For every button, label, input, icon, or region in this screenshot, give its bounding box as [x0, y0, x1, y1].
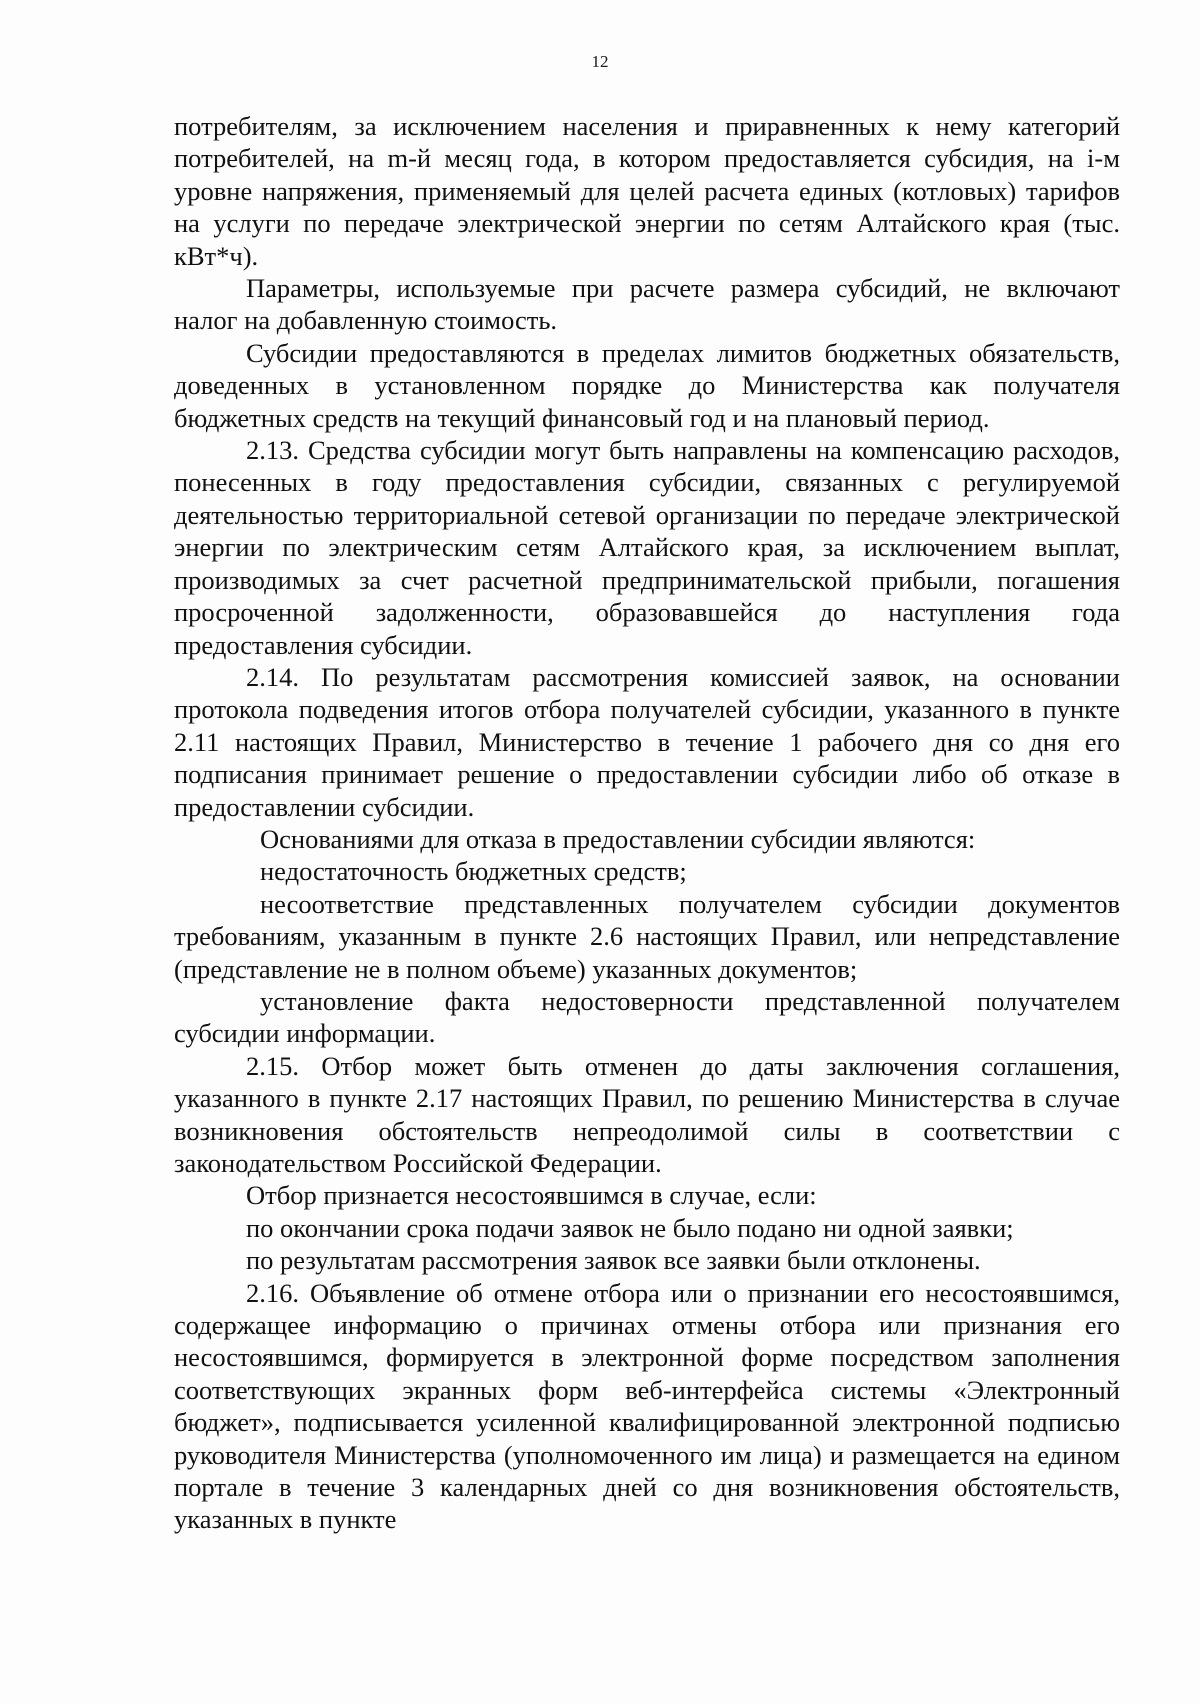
document-body: [174, 110, 1120, 1536]
paragraph-refusal-grounds: Основаниями для отказа в предоставлении субсидии являются:: [260, 823, 976, 854]
paragraph-documents-mismatch: несоответствие представленных получателем субсидии документов требованиям, указанным в пункте 2.6 настоящих Правил, или непредставление (представление не в полном объеме) указанных документов;: [174, 888, 1120, 984]
paragraph-no-applications: по окончании срока подачи заявок не было подано ни одной заявки;: [246, 1212, 1014, 1243]
paragraph-selection-failed: Отбор признается несостоявшимся в случае, если:: [246, 1180, 817, 1211]
paragraph-consumers-continuation: потребителям, за исключением населения и приравненных к нему категорий потребителей, на m-й месяц года, в котором предоставляется субсидия, на i-м уровне напряжения, применяемый для целей расчета единых (котловых) тарифов на услуги по передаче электрической энергии по сетям Алтайского края (тыс. кВт*ч).: [174, 111, 1120, 271]
paragraph-2-16: 2.16. Объявление об отмене отбора или о признании его несостоявшимся, содержащее информацию о причинах отмены отбора или признания его несостоявшимся, формируется в электронной форме посредством заполнения соответствующих экранных форм веб-интерфейса системы «Электронный бюджет», подписывается усиленной квалифицированной электронной подписью руководителя Министерства (уполномоченного им лица) и размещается на едином портале в течение 3 календарных дней со дня возникновения обстоятельств, указанных в пункте: [174, 1277, 1120, 1535]
paragraph-2-14: 2.14. По результатам рассмотрения комиссией заявок, на основании протокола подведения итогов отбора получателей субсидии, указанного в пункте 2.11 настоящих Правил, Министерство в течение 1 рабочего дня со дня его подписания принимает решение о предоставлении субсидии либо об отказе в предоставлении субсидии.: [174, 661, 1120, 822]
paragraph-unreliable-info: установление факта недостоверности представленной получателем субсидии информации.: [174, 985, 1120, 1049]
paragraph-subsidy-limits: Субсидии предоставляются в пределах лимитов бюджетных обязательств, доведенных в установленном порядке до Министерства как получателя бюджетных средств на текущий финансовый год и на плановый период.: [174, 337, 1120, 433]
paragraph-2-15: 2.15. Отбор может быть отменен до даты заключения соглашения, указанного в пункте 2.17 настоящих Правил, по решению Министерства в случае возникновения обстоятельств непреодолимой силы в соответствии с законодательством Российской Федерации.: [174, 1050, 1120, 1178]
paragraph-all-rejected: по результатам рассмотрения заявок все заявки были отклонены.: [246, 1245, 981, 1276]
paragraph-insufficient-funds: недостаточность бюджетных средств;: [260, 856, 687, 887]
paragraph-vat-parameters: Параметры, используемые при расчете размера субсидий, не включают налог на добавленную стоимость.: [174, 273, 1120, 336]
page-number: 12: [591, 52, 609, 71]
paragraph-2-13: 2.13. Средства субсидии могут быть направлены на компенсацию расходов, понесенных в году предоставления субсидии, связанных с регулируемой деятельностью территориальной сетевой организации по передаче электрической энергии по электрическим сетям Алтайского края, за исключением выплат, производимых за счет расчетной предпринимательской прибыли, погашения просроченной задолженности, образовавшейся до наступления года предоставления субсидии.: [174, 435, 1120, 660]
